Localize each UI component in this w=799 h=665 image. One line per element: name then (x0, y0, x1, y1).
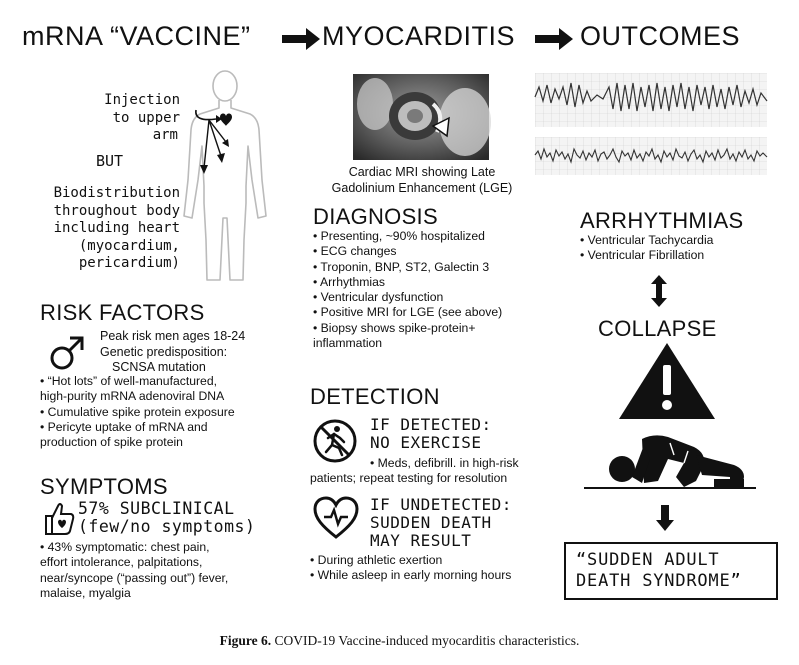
list-item: • Pericyte uptake of mRNA and (40, 419, 208, 434)
arrhythmias-title: ARRHYTHMIAS (580, 208, 744, 233)
injection-text: Injection to upper arm (104, 92, 180, 143)
list-item: • Presenting, ~90% hospitalized (313, 229, 485, 243)
list-item: • 43% symptomatic: chest pain, (40, 540, 210, 554)
header-part-outcomes: OUTCOMES (580, 21, 741, 51)
male-symbol-icon (48, 334, 86, 372)
list-item: effort intolerance, palpitations, (40, 555, 203, 570)
list-item: • ECG changes (313, 244, 397, 259)
male-risk-text: Peak risk men ages 18-24 Genetic predisposition: SCNSA mutation (100, 329, 246, 374)
biodistribution-text: Biodistribution throughout body including heart (myocardium, pericardium) (53, 185, 180, 271)
collapse-title: COLLAPSE (598, 316, 717, 341)
ecg-strip-vf (535, 137, 767, 175)
cardiac-mri-image (353, 74, 489, 160)
list-item: • Cumulative spike protein exposure (40, 404, 235, 419)
detection-title: DETECTION (310, 384, 440, 409)
if-detected-text: IF DETECTED: NO EXERCISE (370, 415, 492, 452)
double-arrow-icon (650, 275, 668, 307)
header-arrow-2-icon (535, 28, 575, 50)
list-item: high-purity mRNA adenoviral DNA (40, 389, 225, 404)
list-item: • Meds, defibrill. in high-risk (370, 456, 519, 470)
down-arrow-icon (656, 505, 674, 531)
ecg-strip-vt (535, 73, 767, 127)
list-item: malaise, myalgia (40, 585, 131, 600)
thumbs-heart-icon (40, 500, 76, 536)
if-undetected-text: IF UNDETECTED: SUDDEN DEATH MAY RESULT (370, 495, 512, 550)
mri-caption: Cardiac MRI showing Late Gadolinium Enhancement (LGE) (331, 165, 513, 195)
list-item: near/syncope (“passing out”) fever, (40, 570, 229, 585)
list-item: • Ventricular Fibrillation (580, 248, 705, 263)
symptoms-title: SYMPTOMS (40, 474, 168, 499)
list-item: • During athletic exertion (310, 553, 443, 567)
heart-lightning-icon (312, 496, 360, 540)
list-item: • Ventricular dysfunction (313, 290, 444, 305)
subclinical-text: 57% SUBCLINICAL (few/no symptoms) (78, 499, 256, 536)
header-part-myocarditis: MYOCARDITIS (322, 21, 516, 51)
detected-list (310, 456, 519, 487)
list-item: • Positive MRI for LGE (see above) (313, 305, 503, 320)
warning-triangle-icon (619, 343, 715, 419)
but-label: BUT (96, 152, 124, 170)
symptoms-list (40, 540, 228, 601)
header-part-vaccine: mRNA “VACCINE” (22, 21, 251, 51)
list-item: • Biopsy shows spike-protein+ (313, 320, 476, 335)
list-item: inflammation (313, 336, 383, 351)
list-item: production of spike protein (40, 435, 183, 450)
list-item: • “Hot lots” of well-manufactured, (40, 374, 217, 388)
list-item: • While asleep in early morning hours (310, 568, 512, 583)
risk-factors-list (40, 374, 235, 450)
header-arrow-1-icon (282, 28, 322, 50)
collapsed-person-icon (584, 425, 756, 489)
risk-factors-title: RISK FACTORS (40, 300, 205, 325)
sads-box: “SUDDEN ADULT DEATH SYNDROME” (564, 542, 778, 600)
arrhythmias-list (580, 233, 713, 264)
list-item: • Ventricular Tachycardia (580, 233, 714, 247)
list-item: • Arrhythmias (313, 274, 385, 289)
list-item: • Troponin, BNP, ST2, Galectin 3 (313, 259, 490, 274)
human-body-outline-icon (180, 68, 270, 288)
diagnosis-list (313, 229, 502, 351)
figure-caption: Figure 6. COVID-19 Vaccine-induced myocarditis characteristics. (219, 633, 580, 648)
list-item: patients; repeat testing for resolution (310, 471, 508, 486)
undetected-list (310, 553, 511, 584)
diagnosis-title: DIAGNOSIS (313, 204, 438, 229)
